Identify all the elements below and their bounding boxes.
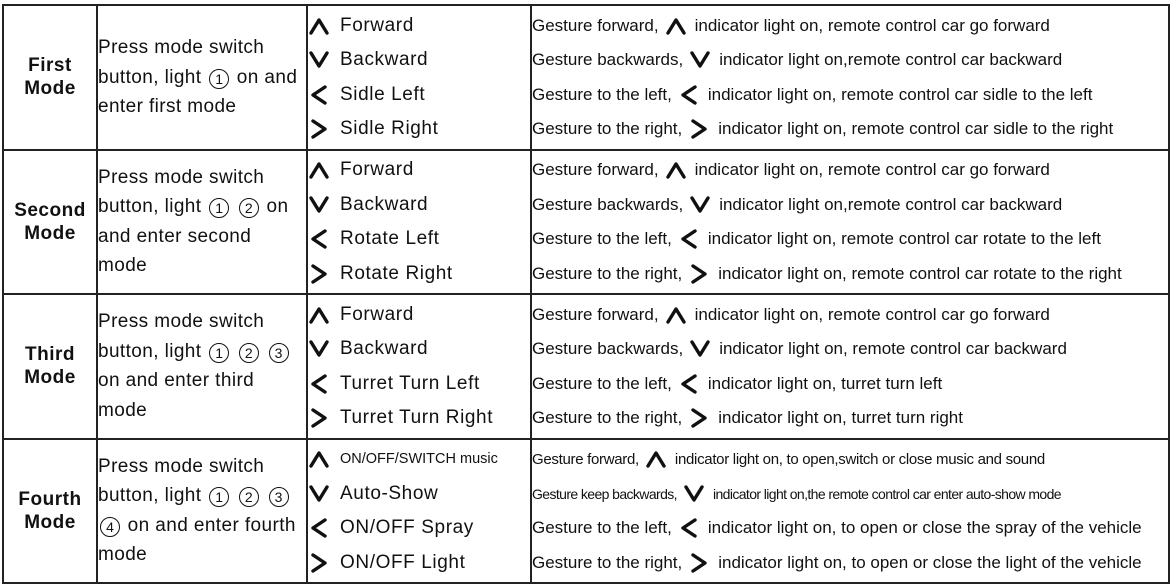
gesture-list	[307, 294, 531, 439]
effect-gesture-text: Gesture to the right,	[532, 552, 683, 572]
effect-result-text: indicator light on, to open or close the light of the vehicle	[718, 552, 1142, 572]
gesture-item	[308, 187, 530, 222]
gesture-item	[308, 77, 530, 112]
effect-result-text: indicator light on,remote control car backward	[719, 194, 1063, 214]
effect-item	[532, 511, 1168, 546]
effect-item	[532, 297, 1168, 332]
caret-left-icon	[308, 84, 330, 106]
effect-result-text: indicator light on, remote control car backward	[719, 339, 1067, 358]
gesture-item	[308, 222, 530, 257]
effect-result-text: indicator light on,the remote control car enter auto-show mode	[712, 485, 1061, 502]
effect-item	[532, 112, 1168, 147]
gesture-item	[308, 332, 530, 367]
effect-gesture-text: Gesture to the left,	[532, 518, 672, 537]
effect-item	[532, 153, 1168, 188]
caret-down-icon	[689, 194, 711, 216]
effect-result-text: indicator light on, remote control car rotate to the left	[707, 229, 1101, 248]
gesture-list	[307, 439, 531, 584]
indicator-number-circle: 2	[239, 198, 259, 218]
caret-down-icon	[683, 483, 705, 505]
gesture-label: Rotate Right	[340, 262, 453, 284]
caret-left-icon	[678, 84, 700, 106]
gesture-label: ON/OFF Spray	[340, 517, 474, 538]
gesture-label: ON/OFF Light	[340, 551, 466, 573]
effect-item	[532, 476, 1168, 511]
mode-name-line: Third	[25, 344, 75, 366]
caret-down-icon	[308, 49, 330, 71]
effect-result-text: indicator light on, turret turn left	[707, 373, 943, 393]
caret-down-icon	[308, 194, 330, 216]
gesture-item	[308, 366, 530, 401]
effect-list	[531, 5, 1169, 150]
indicator-number-circle: 2	[239, 343, 259, 363]
effect-item	[532, 332, 1168, 367]
gesture-label: Backward	[340, 338, 429, 359]
effect-result-text: indicator light on, remote control car sidle to the left	[707, 84, 1093, 104]
caret-left-icon	[678, 373, 700, 395]
caret-right-icon	[688, 263, 710, 285]
effect-item	[532, 256, 1168, 291]
caret-right-icon	[688, 407, 710, 429]
gesture-list	[307, 5, 531, 150]
gesture-item	[308, 401, 530, 436]
caret-up-icon	[308, 304, 330, 326]
mode-name-cell	[3, 150, 97, 295]
indicator-number-circle: 2	[239, 487, 259, 507]
effect-result-text: indicator light on, remote control car rotate to the right	[718, 263, 1122, 283]
gesture-label: Backward	[340, 193, 429, 215]
effect-item	[532, 545, 1168, 580]
caret-left-icon	[308, 373, 330, 395]
effect-gesture-text: Gesture to the left,	[532, 229, 672, 248]
effect-gesture-text: Gesture backwards,	[532, 339, 684, 358]
effect-result-text: indicator light on, turret turn right	[718, 408, 963, 427]
mode-row	[3, 150, 1169, 295]
caret-up-icon	[665, 304, 687, 326]
gesture-list	[307, 150, 531, 295]
caret-down-icon	[308, 338, 330, 360]
caret-right-icon	[308, 118, 330, 140]
effect-gesture-text: Gesture to the left,	[532, 373, 672, 393]
effect-result-text: indicator light on,remote control car backward	[719, 50, 1063, 69]
gesture-item	[308, 476, 530, 511]
mode-name-line: First	[28, 55, 72, 77]
indicator-number-circle: 3	[269, 343, 289, 363]
caret-left-icon	[678, 228, 700, 250]
gesture-label: Backward	[340, 49, 429, 70]
indicator-number-circle: 1	[209, 69, 229, 89]
effect-gesture-text: Gesture to the right,	[532, 408, 683, 427]
gesture-item	[308, 442, 530, 477]
caret-left-icon	[678, 517, 700, 539]
effect-list	[531, 294, 1169, 439]
mode-name-line: Mode	[24, 78, 76, 100]
effect-gesture-text: Gesture forward,	[532, 450, 639, 468]
gesture-label: Turret Turn Right	[340, 407, 494, 428]
effect-list	[531, 439, 1169, 584]
indicator-number-circle: 1	[209, 343, 229, 363]
effect-item	[532, 222, 1168, 257]
effect-result-text: indicator light on, remote control car go forward	[694, 304, 1050, 324]
modes-table-body	[3, 5, 1169, 583]
caret-right-icon	[308, 407, 330, 429]
gesture-label: Forward	[340, 14, 414, 36]
indicator-number-circle: 3	[269, 487, 289, 507]
effect-gesture-text: Gesture to the left,	[532, 84, 672, 104]
effect-result-text: indicator light on, to open,switch or close music and sound	[674, 450, 1045, 468]
mode-row	[3, 439, 1169, 584]
caret-right-icon	[308, 552, 330, 574]
effect-result-text: indicator light on, to open or close the spray of the vehicle	[707, 518, 1142, 537]
effect-result-text: indicator light on, remote control car go forward	[694, 160, 1050, 179]
effect-item	[532, 366, 1168, 401]
mode-description: Press mode switch button, light 1 2 3 4 on and enter fourth mode	[97, 439, 307, 584]
caret-down-icon	[308, 483, 330, 505]
effect-result-text: indicator light on, remote control car sidle to the right	[718, 119, 1114, 138]
gesture-item	[308, 112, 530, 147]
mode-description: Press mode switch button, light 1 2 3 on and enter third mode	[97, 294, 307, 439]
mode-name-line: Fourth	[18, 488, 82, 510]
effect-item	[532, 187, 1168, 222]
effect-gesture-text: Gesture keep backwards,	[532, 485, 677, 502]
gesture-item	[308, 153, 530, 188]
caret-left-icon	[308, 228, 330, 250]
gesture-label: Turret Turn Left	[340, 372, 480, 394]
gesture-label: Sidle Left	[340, 83, 426, 105]
effect-gesture-text: Gesture forward,	[532, 160, 659, 179]
caret-down-icon	[689, 49, 711, 71]
indicator-number-circle: 1	[209, 487, 229, 507]
gesture-item	[308, 43, 530, 78]
mode-name-line: Mode	[24, 367, 76, 389]
effect-gesture-text: Gesture backwards,	[532, 194, 684, 214]
caret-up-icon	[308, 448, 330, 470]
mode-description: Press mode switch button, light 1 on and enter first mode	[97, 5, 307, 150]
mode-description: Press mode switch button, light 1 2 on and enter second mode	[97, 150, 307, 295]
mode-name-cell	[3, 5, 97, 150]
mode-name-cell	[3, 294, 97, 439]
gesture-label: Rotate Left	[340, 228, 440, 249]
gesture-label: ON/OFF/SWITCH music	[340, 451, 498, 467]
effect-item	[532, 43, 1168, 78]
effect-item	[532, 442, 1168, 477]
gesture-item	[308, 297, 530, 332]
gesture-item	[308, 545, 530, 580]
caret-right-icon	[688, 118, 710, 140]
caret-up-icon	[665, 15, 687, 37]
mode-name-line: Mode	[24, 511, 76, 533]
gesture-item	[308, 8, 530, 43]
mode-name-line: Second	[14, 199, 86, 221]
indicator-number-circle: 4	[100, 517, 120, 537]
mode-row	[3, 5, 1169, 150]
gesture-label: Forward	[340, 303, 414, 325]
gesture-label: Sidle Right	[340, 118, 439, 139]
effect-result-text: indicator light on, remote control car go forward	[694, 15, 1050, 35]
caret-down-icon	[689, 338, 711, 360]
gesture-label: Auto-Show	[340, 482, 439, 504]
caret-right-icon	[308, 263, 330, 285]
indicator-number-circle: 1	[209, 198, 229, 218]
caret-right-icon	[688, 552, 710, 574]
effect-item	[532, 8, 1168, 43]
effect-gesture-text: Gesture forward,	[532, 15, 659, 35]
caret-left-icon	[308, 517, 330, 539]
gesture-label: Forward	[340, 159, 414, 180]
caret-up-icon	[308, 159, 330, 181]
gesture-item	[308, 511, 530, 546]
effect-item	[532, 77, 1168, 112]
caret-up-icon	[308, 15, 330, 37]
effect-gesture-text: Gesture backwards,	[532, 50, 684, 69]
mode-name-cell	[3, 439, 97, 584]
gesture-item	[308, 256, 530, 291]
mode-name-line: Mode	[24, 222, 76, 244]
caret-up-icon	[645, 448, 667, 470]
effect-item	[532, 401, 1168, 436]
effect-list	[531, 150, 1169, 295]
mode-row	[3, 294, 1169, 439]
effect-gesture-text: Gesture to the right,	[532, 119, 683, 138]
effect-gesture-text: Gesture forward,	[532, 304, 659, 324]
effect-gesture-text: Gesture to the right,	[532, 263, 683, 283]
caret-up-icon	[665, 159, 687, 181]
modes-table	[2, 4, 1170, 584]
